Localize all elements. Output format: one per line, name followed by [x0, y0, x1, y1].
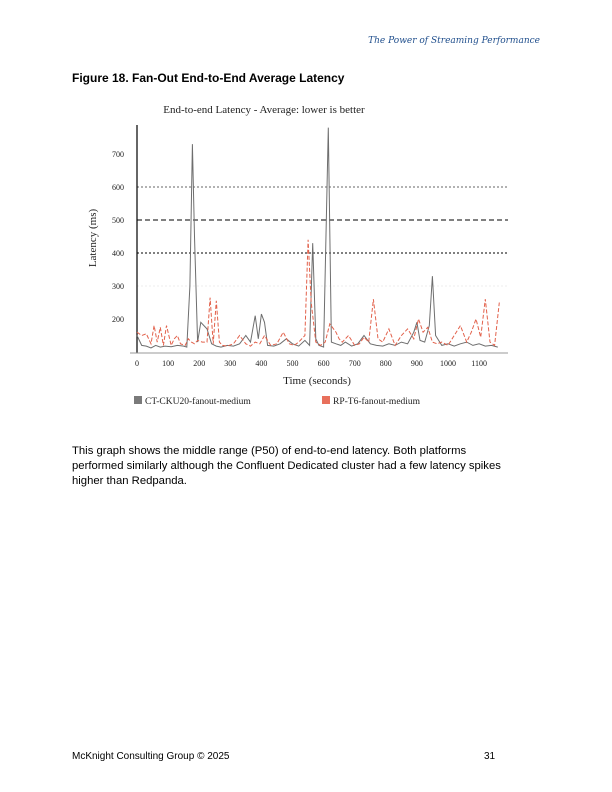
legend-swatch-ct	[134, 396, 142, 404]
figure-caption: Figure 18. Fan-Out End-to-End Average Latency	[72, 71, 345, 85]
paragraph-line: This graph shows the middle range (P50) of end-to-end latency. Both platforms	[72, 445, 467, 457]
x-tick-label: 400	[255, 359, 268, 368]
series-line-rp	[137, 240, 499, 346]
chart-title: End-to-end Latency - Average: lower is better	[163, 104, 365, 116]
paragraph-line: performed similarly although the Confluent Dedicated cluster had a few latency spikes	[72, 460, 501, 472]
x-axis-ticks	[135, 359, 487, 368]
x-tick-label: 1000	[440, 359, 456, 368]
chart-legend	[134, 396, 421, 407]
y-tick-label: 600	[112, 183, 124, 192]
x-tick-label: 300	[224, 359, 237, 368]
x-tick-label: 800	[379, 359, 392, 368]
x-axis-label: Time (seconds)	[283, 375, 351, 387]
page-number: 31	[484, 751, 496, 762]
legend-label-rp: RP-T6-fanout-medium	[333, 397, 421, 407]
x-tick-label: 100	[162, 359, 175, 368]
series-line-ct	[137, 128, 498, 348]
chart-gridlines	[137, 187, 508, 286]
y-axis-label: Latency (ms)	[87, 208, 99, 268]
legend-swatch-rp	[322, 396, 330, 404]
paragraph-line: higher than Redpanda.	[72, 475, 187, 487]
footer-copyright: McKnight Consulting Group © 2025	[72, 751, 230, 762]
x-tick-label: 900	[410, 359, 423, 368]
y-tick-label: 700	[112, 150, 124, 159]
x-tick-label: 700	[348, 359, 361, 368]
y-tick-label: 500	[112, 216, 124, 225]
x-tick-label: 0	[135, 359, 139, 368]
x-tick-label: 600	[317, 359, 330, 368]
y-tick-label: 200	[112, 315, 124, 324]
x-tick-label: 1100	[471, 359, 487, 368]
y-axis-ticks	[112, 150, 124, 324]
body-paragraph	[72, 444, 542, 489]
running-header: The Power of Streaming Performance	[368, 36, 540, 46]
y-tick-label: 300	[112, 282, 124, 291]
x-tick-label: 500	[286, 359, 299, 368]
x-tick-label: 200	[193, 359, 206, 368]
chart-canvas	[72, 95, 522, 415]
latency-chart	[72, 95, 522, 415]
chart-series	[137, 128, 499, 348]
legend-label-ct: CT-CKU20-fanout-medium	[145, 397, 251, 407]
y-tick-label: 400	[112, 249, 124, 258]
